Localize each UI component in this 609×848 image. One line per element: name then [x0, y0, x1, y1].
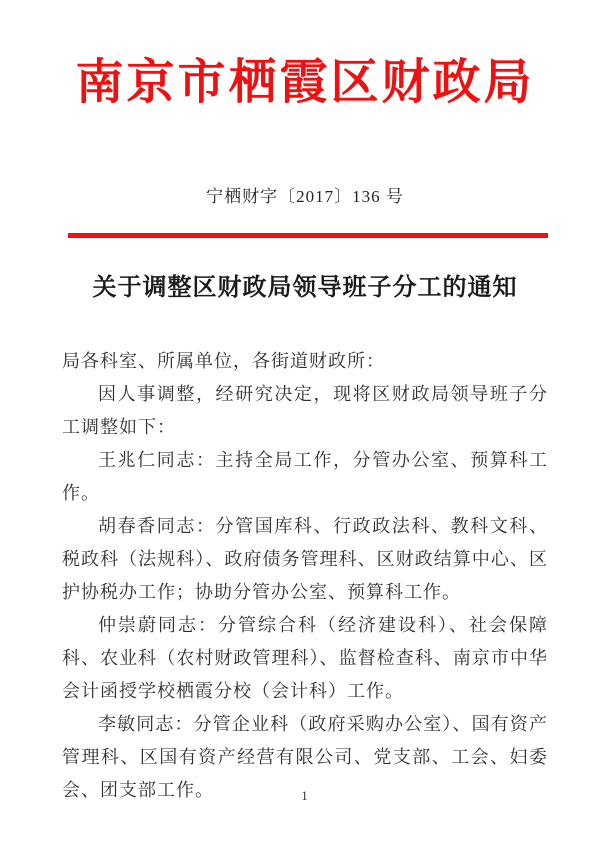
paragraph: 局各科室、所属单位，各街道财政所：	[62, 350, 385, 371]
paragraph: 因人事调整，经研究决定，现将区财政局领导班子分工调整如下：	[62, 383, 548, 437]
paragraph: 李敏同志：分管企业科（政府采购办公室）、国有资产管理科、区国有资产经营有限公司、党支部、工会、妇委会、团支部工作。	[62, 713, 548, 800]
body-paragraphs	[62, 345, 548, 807]
paragraph: 胡春香同志：分管国库科、行政政法科、教科文科、税政科（法规科）、政府债务管理科、区财政结算中心、区护协税办工作；协助分管办公室、预算科工作。	[62, 515, 548, 602]
paragraph: 王兆仁同志：主持全局工作，分管办公室、预算科工作。	[62, 449, 548, 503]
page-number: 1	[301, 788, 308, 803]
notice-title: 关于调整区财政局领导班子分工的通知	[92, 273, 518, 301]
letterhead-title: 南京市栖霞区财政局	[75, 56, 535, 109]
paragraph: 仲崇蔚同志：分管综合科（经济建设科）、社会保障科、农业科（农村财政管理科）、监督检查科、南京市中华会计函授学校栖霞分校（会计科）工作。	[62, 614, 548, 701]
red-divider-line	[68, 233, 548, 238]
doc-number: 宁栖财字〔2017〕136 号	[206, 186, 404, 206]
